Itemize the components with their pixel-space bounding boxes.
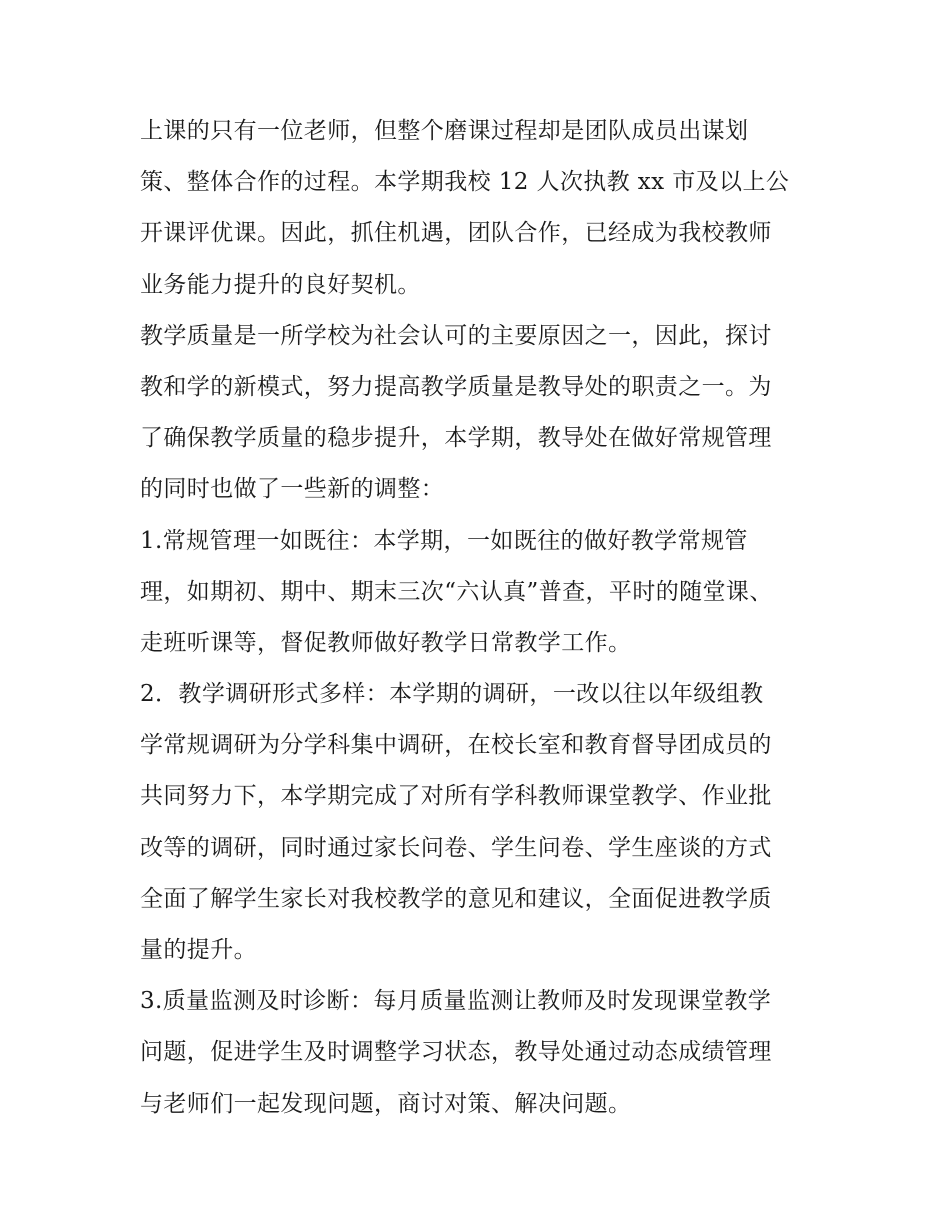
text-line: 问题，促进学生及时调整学习状态，教导处通过动态成绩管理 — [140, 1039, 772, 1066]
text-line: 的同时也做了一些新的调整： — [140, 476, 445, 503]
paragraph-item-3-quality-monitoring — [140, 976, 820, 1130]
document-body — [140, 106, 820, 1130]
text-line: 走班听课等，督促教师做好教学日常教学工作。 — [140, 629, 632, 656]
text-line: 改等的调研，同时通过家长问卷、学生问卷、学生座谈的方式 — [140, 834, 772, 861]
text-line: 开课评优课。因此，抓住机遇，团队合作，已经成为我校教师 — [140, 220, 772, 247]
text-line: 共同努力下，本学期完成了对所有学科教师课堂教学、作业批 — [140, 783, 772, 810]
paragraph-item-2-teaching-research — [140, 669, 820, 976]
text-line: 3.质量监测及时诊断：每月质量监测让教师及时发现课堂教学 — [140, 988, 772, 1015]
text-line: 理，如期初、期中、期末三次“六认真”普查，平时的随堂课、 — [140, 578, 773, 605]
text-line: 与老师们一起发现问题，商讨对策、解决问题。 — [140, 1090, 632, 1117]
text-line: 教学质量是一所学校为社会认可的主要原因之一，因此，探讨 — [140, 322, 772, 349]
text-line: 策、整体合作的过程。本学期我校 12 人次执教 xx 市及以上公 — [140, 169, 790, 196]
paragraph-team-collaboration — [140, 106, 820, 311]
text-line: 1.常规管理一如既往：本学期，一如既往的做好教学常规管 — [140, 527, 748, 554]
text-line: 业务能力提升的良好契机。 — [140, 271, 421, 298]
paragraph-teaching-quality — [140, 311, 820, 516]
text-line: 学常规调研为分学科集中调研，在校长室和教育督导团成员的 — [140, 732, 772, 759]
paragraph-item-1-routine-management — [140, 516, 820, 670]
text-line: 2．教学调研形式多样：本学期的调研，一改以往以年级组教 — [140, 681, 764, 708]
text-line: 全面了解学生家长对我校教学的意见和建议，全面促进教学质 — [140, 885, 772, 912]
text-line: 量的提升。 — [140, 937, 257, 963]
text-line: 了确保教学质量的稳步提升，本学期，教导处在做好常规管理 — [140, 425, 772, 452]
text-line: 教和学的新模式，努力提高教学质量是教导处的职责之一。为 — [140, 373, 772, 400]
text-line: 上课的只有一位老师，但整个磨课过程却是团队成员出谋划 — [140, 118, 749, 144]
